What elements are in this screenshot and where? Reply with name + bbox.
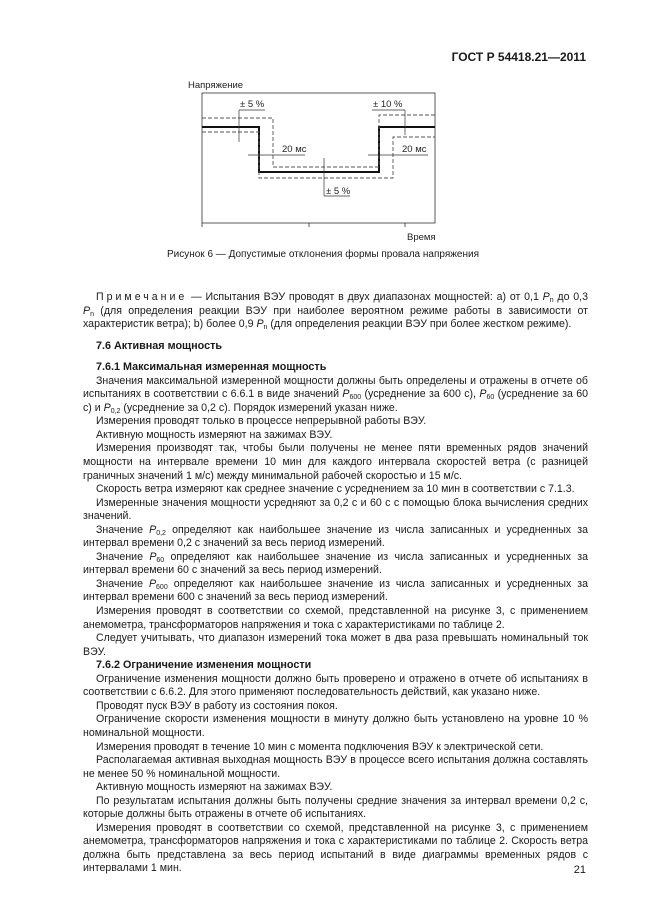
- nominal-voltage-line: [202, 127, 435, 172]
- paragraph: Измерения производят так, чтобы были получены не менее пяти временных рядов значений мощности на интервале времени 10 мин для каждого интервала скоростей ветра (с разницей граничных значений 1 м/с) между минимальной рабочей скоростью и 15 м/с.: [83, 442, 588, 482]
- paragraph: Измерения проводят в течение 10 мин с момента подключения ВЭУ к электрической сети.: [96, 740, 544, 753]
- paragraph: Значение $P_{600}$ определяют как наибольшее значение из числа записанных и усредненных за интервал времени 600 с значений за весь период измерений.: [83, 577, 589, 604]
- voltage-dip-figure: [180, 78, 450, 246]
- paragraph: Ограничение скорости изменения мощности в минуту должно быть установлено на уровне 10 % номинальной мощности.: [83, 713, 588, 739]
- section-heading-7-6: 7.6 Активная мощность: [96, 339, 223, 352]
- paragraph: Измерения проводят в соответствии со схемой, представленной на рисунке 3, с применением анемометра, трансформаторов напряжения и тока с характеристиками по таблице 2.: [83, 605, 588, 631]
- page-number: 21: [573, 864, 586, 876]
- y-axis-label: Напряжение: [188, 80, 244, 91]
- paragraph: Ограничение изменения мощности должно быть проверено и отражено в отчете об испытаниях в соответствии с 6.6.2. Для этого применяют последовательность действий, как указано ниже.: [83, 672, 588, 699]
- paragraph: Значение $P_{0,2}$ определяют как наибольшее значение из числа записанных и усредненных за интервал времени 0,2 с значений за весь период измерений.: [83, 523, 588, 550]
- paragraph: Активную мощность измеряют на зажимах ВЭУ.: [96, 428, 333, 441]
- figure-caption: Рисунок 6 — Допустимые отклонения формы провала напряжения: [166, 249, 480, 260]
- paragraph: Значения максимальной измеренной мощности должны быть определены и отражены в отчете об испытаниях в соответствии с 6.6.1 в виде значений $P_{600}$ (усреднение за 600 с), $P_{60}$ (усреднение за 60 с) и $P_{0,2}$ (усреднение за 0,2 с). Порядок измерений указан ниже.: [83, 374, 589, 415]
- paragraph: Измерения проводят в соответствии со схемой, представленной на рисунке 3, с применением анемометра, трансформаторов напряжения и тока с характеристиками по таблице 2. Скорость ветра должна быть представлена за весь период испытаний в виде диаграммы временных рядов с интервалами 1 мин.: [83, 821, 588, 875]
- plot-frame: [202, 93, 435, 223]
- upper-tolerance-line: [202, 115, 435, 167]
- tolerance-label-top-left: ± 5 %: [240, 99, 265, 110]
- document-body: [83, 291, 588, 876]
- time-label-left: 20 мс: [282, 144, 307, 155]
- section-heading-7-6-2: 7.6.2 Ограничение изменения мощности: [96, 659, 312, 672]
- section-heading-7-6-1: 7.6.1 Максимальная измеренная мощность: [96, 361, 327, 374]
- tolerance-label-bottom: ± 5 %: [326, 186, 351, 197]
- paragraph: Измеренные значения мощности усредняют за 0,2 с и 60 с с помощью блока вычисления средних значений.: [83, 496, 588, 523]
- standard-header: ГОСТ Р 54418.21—2011: [451, 50, 586, 64]
- time-label-right: 20 мс: [402, 144, 427, 155]
- tolerance-label-top-right: ± 10 %: [373, 99, 403, 110]
- paragraph: Следует учитывать, что диапазон измерений тока может в два раза превышать номинальный ток ВЭУ.: [83, 632, 588, 658]
- note-paragraph: Примечание — Испытания ВЭУ проводят в двух диапазонах мощностей: а) от 0,1 $P_n$ до 0,3 $P_n$ (для определения реакции ВЭУ при наиболее вероятном режиме работы в зависимости от характеристик ветра); b) более 0,9 $P_n$ (для определения реакции ВЭУ при более жестком режиме).: [83, 291, 588, 332]
- paragraph: По результатам испытания должны быть получены средние значения за интервал времени 0,2 с, которые должны быть отражены в отчете об испытаниях.: [83, 794, 588, 821]
- paragraph: Скорость ветра измеряют как среднее значение с усреднением за 10 мин в соответствии с 7.1.3.: [96, 483, 575, 496]
- paragraph: Проводят пуск ВЭУ в работу из состояния покоя.: [96, 699, 338, 712]
- paragraph: Активную мощность измеряют на зажимах ВЭУ.: [96, 781, 333, 794]
- x-axis-label: Время: [407, 232, 436, 243]
- paragraph: Измерения проводят только в процессе непрерывной работы ВЭУ.: [96, 415, 427, 428]
- paragraph: Располагаемая активная выходная мощность ВЭУ в процессе всего испытания должна составлять не менее 50 % номинальной мощности.: [83, 754, 588, 780]
- paragraph: Значение $P_{60}$ определяют как наибольшее значение из числа записанных и усредненных за интервал времени 60 с значений за весь период измерений.: [83, 550, 589, 577]
